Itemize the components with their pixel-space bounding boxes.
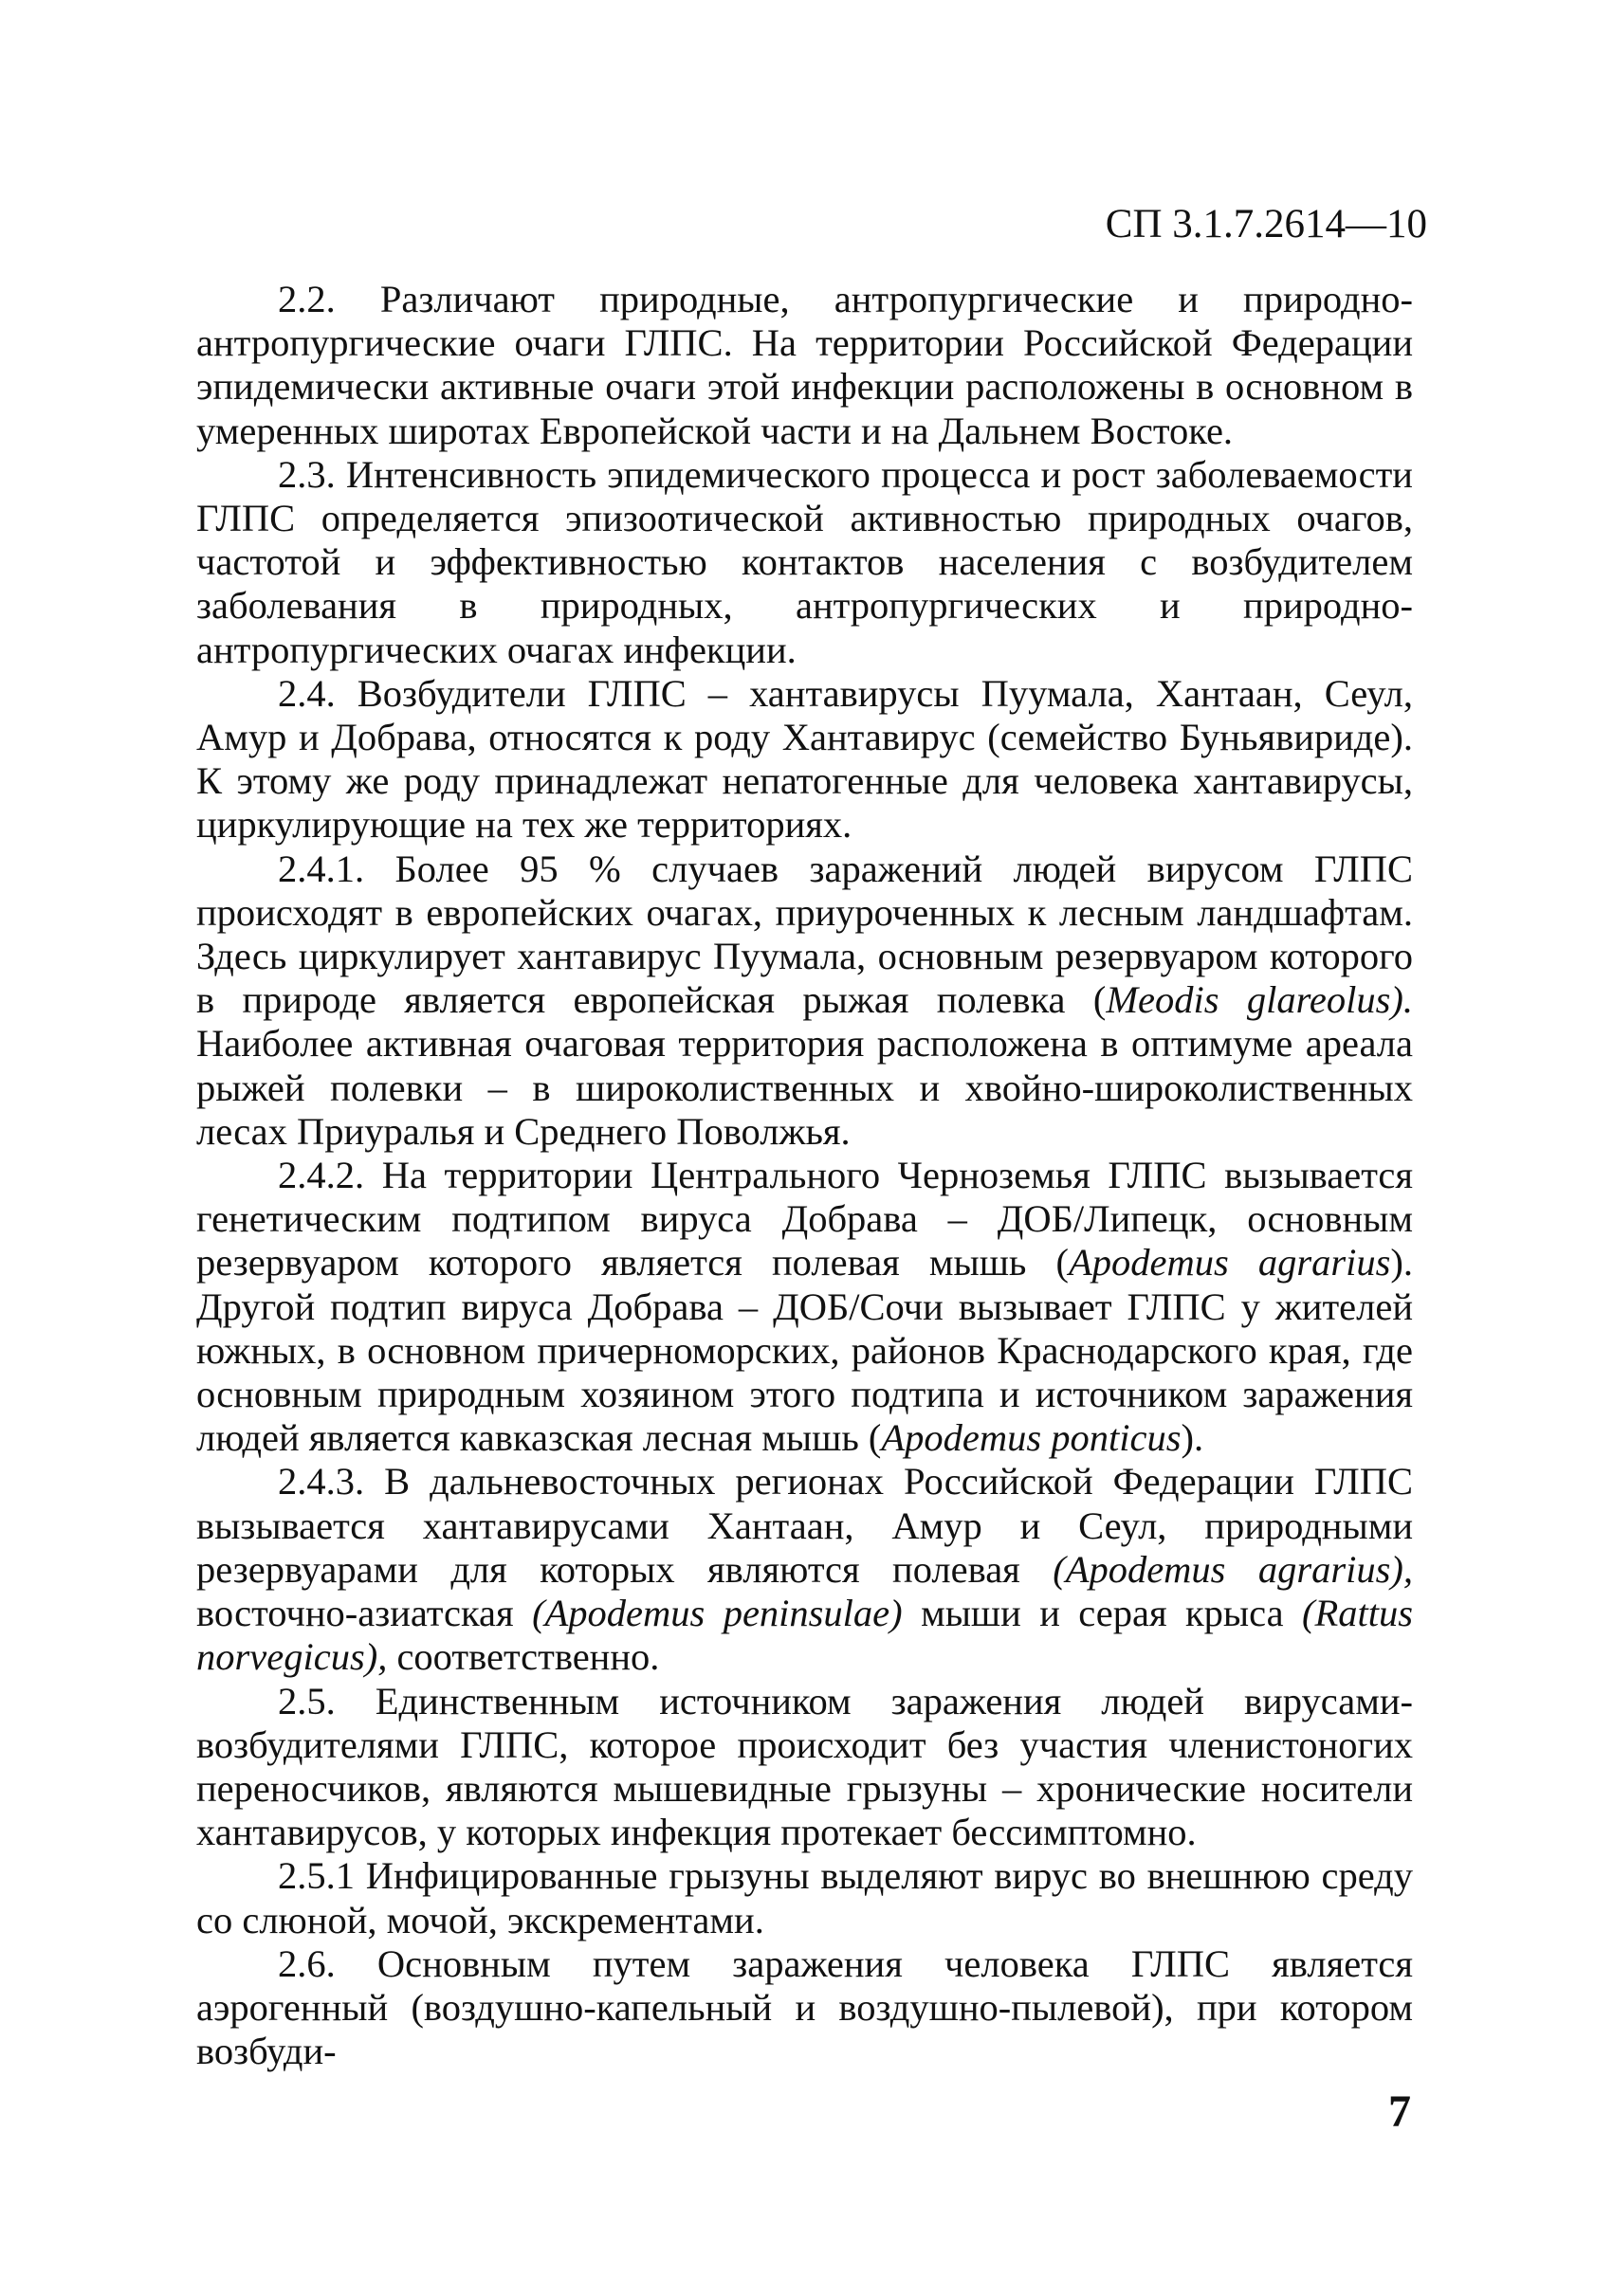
- paragraph-text: ). Другой подтип вируса Добрава – ДОБ/Сочи вызывает ГЛПС у жителей южных, в основном причерноморских, районов Краснодарского края, где основным природным хозяином этого подтипа и источником заражения людей является кавказская лесная мышь (: [196, 1241, 1413, 1460]
- paragraph-2-5: [196, 1680, 1413, 1855]
- latin-species-name: Meodis glareolus).: [1106, 978, 1413, 1022]
- latin-species-name: Apodemus agrarius: [1069, 1241, 1391, 1285]
- paragraph-text: 2.2. Различают природные, антропургические и природно-антропургические очаги ГЛПС. На территории Российской Федерации эпидемически активные очаги этой инфекции расположены в основном в умеренных широтах Европейской части и на Дальнем Востоке.: [196, 278, 1413, 452]
- paragraph-2-4-1: [196, 847, 1413, 1154]
- paragraph-2-2: [196, 278, 1413, 453]
- latin-species-name: Apodemus ponticus: [881, 1416, 1182, 1460]
- paragraph-text: 2.4.2. На территории Центрального Черноземья ГЛПС вызывается генетическим подтипом вируса Добрава – ДОБ/Липецк, основным резервуаром которого является полевая мышь (: [196, 1154, 1413, 1285]
- latin-species-name: (Apodemus peninsulae): [532, 1592, 903, 1635]
- paragraph-2-5-1: [196, 1854, 1413, 1941]
- latin-species-name: (Rattus norvegicus),: [196, 1592, 1414, 1679]
- paragraph-text: 2.5.1 Инфицированные грызуны выделяют вирус во внешнюю среду со слюной, мочой, экскрементами.: [196, 1854, 1413, 1941]
- paragraph-text: мыши и серая крыса: [902, 1592, 1303, 1635]
- latin-species-name: (Apodemus agrarius),: [1053, 1547, 1414, 1591]
- document-code: СП 3.1.7.2614—10: [1105, 202, 1427, 246]
- paragraph-2-4: [196, 672, 1413, 847]
- paragraph-text: Наиболее активная очаговая территория расположена в оптимуме ареала рыжей полевки – в широколиственных и хвойно-широколиственных лесах Приуралья и Среднего Поволжья.: [196, 1022, 1413, 1153]
- paragraph-text: 2.5. Единственным источником заражения людей вирусами-возбудителями ГЛПС, которое происходит без участия членистоногих переносчиков, являются мышевидные грызуны – хронические носители хантавирусов, у которых инфекция протекает бессимптомно.: [196, 1679, 1413, 1854]
- paragraph-text: ).: [1181, 1416, 1204, 1460]
- paragraph-text: 2.3. Интенсивность эпидемического процесса и рост заболеваемости ГЛПС определяется эпизоотической активностью природных очагов, частотой и эффективностью контактов населения с возбудителем заболевания в природных, антропургических и природно-антропургических очагах инфекции.: [196, 452, 1413, 671]
- paragraph-text: 2.4. Возбудители ГЛПС – хантавирусы Пуумала, Хантаан, Сеул, Амур и Добрава, относятся к роду Хантавирус (семейство Буньявириде). К этому же роду принадлежат непатогенные для человека хантавирусы, циркулирующие на тех же территориях.: [196, 671, 1413, 847]
- body-text: [196, 278, 1413, 2073]
- paragraph-text: соответственно.: [387, 1635, 660, 1679]
- paragraph-2-3: [196, 453, 1413, 672]
- paragraph-2-4-3: [196, 1460, 1413, 1679]
- paragraph-2-6: [196, 1942, 1413, 2074]
- paragraph-text: 2.4.3. В дальневосточных регионах Российской Федерации ГЛПС вызывается хантавирусами Хантаан, Амур и Сеул, природными резервуарами для которых являются полевая: [196, 1460, 1413, 1591]
- page-number: 7: [1388, 2086, 1411, 2137]
- paragraph-2-4-2: [196, 1154, 1413, 1460]
- paragraph-text: восточно-азиатская: [196, 1592, 533, 1635]
- paragraph-text: 2.6. Основным путем заражения человека ГЛПС является аэрогенный (воздушно-капельный и воздушно-пылевой), при котором возбуди-: [196, 1941, 1413, 2073]
- paragraph-text: 2.4.1. Более 95 % случаев заражений людей вирусом ГЛПС происходят в европейских очагах, приуроченных к лесным ландшафтам. Здесь циркулирует хантавирус Пуумала, основным резервуаром которого в природе является европейская рыжая полевка (: [196, 847, 1413, 1022]
